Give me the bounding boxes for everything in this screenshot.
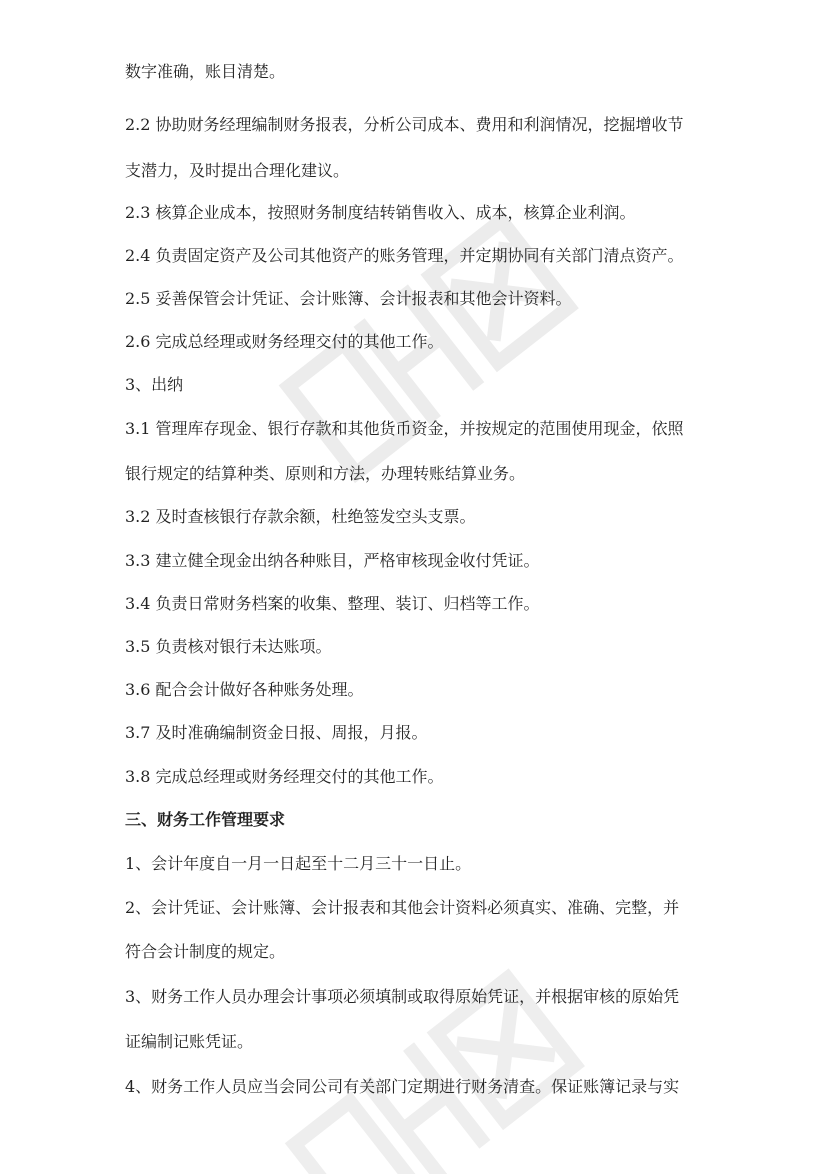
body-line: 3.2 及时查核银行存款余额，杜绝签发空头支票。 bbox=[125, 507, 476, 526]
body-line: 2、会计凭证、会计账簿、会计报表和其他会计资料必须真实、准确、完整，并 bbox=[125, 898, 680, 917]
body-line: 1、会计年度自一月一日起至十二月三十一日止。 bbox=[125, 854, 472, 873]
body-line: 3、财务工作人员办理会计事项必须填制或取得原始凭证，并根据审核的原始凭 bbox=[125, 987, 680, 1006]
body-line: 4、财务工作人员应当会同公司有关部门定期进行财务清查。保证账簿记录与实 bbox=[125, 1077, 680, 1096]
chapter-heading: 三、财务工作管理要求 bbox=[125, 810, 286, 829]
body-line: 2.4 负责固定资产及公司其他资产的账务管理，并定期协同有关部门清点资产。 bbox=[125, 246, 684, 265]
body-line: 3.6 配合会计做好各种账务处理。 bbox=[125, 680, 364, 699]
body-line: 2.6 完成总经理或财务经理交付的其他工作。 bbox=[125, 332, 444, 351]
body-line: 3.7 及时准确编制资金日报、周报，月报。 bbox=[125, 723, 428, 742]
body-line: 证编制记账凭证。 bbox=[125, 1032, 254, 1051]
body-line: 银行规定的结算种类、原则和方法，办理转账结算业务。 bbox=[125, 464, 526, 483]
body-line: 符合会计制度的规定。 bbox=[125, 942, 286, 961]
body-line: 2.2 协助财务经理编制财务报表，分析公司成本、费用和利润情况，挖掘增收节 bbox=[125, 115, 684, 134]
body-line: 3.8 完成总经理或财务经理交付的其他工作。 bbox=[125, 767, 444, 786]
body-line: 2.5 妥善保管会计凭证、会计账簿、会计报表和其他会计资料。 bbox=[125, 289, 572, 308]
body-line: 3.3 建立健全现金出纳各种账目，严格审核现金收付凭证。 bbox=[125, 551, 540, 570]
body-line: 3.5 负责核对银行未达账项。 bbox=[125, 637, 332, 656]
body-line: 数字准确，账目清楚。 bbox=[125, 62, 286, 81]
body-line: 3.1 管理库存现金、银行存款和其他货币资金，并按规定的范围使用现金，依照 bbox=[125, 419, 684, 438]
body-line: 3.4 负责日常财务档案的收集、整理、装订、归档等工作。 bbox=[125, 594, 540, 613]
body-line: 支潜力，及时提出合理化建议。 bbox=[125, 161, 350, 180]
section-heading: 3、出纳 bbox=[125, 375, 184, 394]
body-line: 2.3 核算企业成本，按照财务制度结转销售收入、成本，核算企业利润。 bbox=[125, 203, 636, 222]
